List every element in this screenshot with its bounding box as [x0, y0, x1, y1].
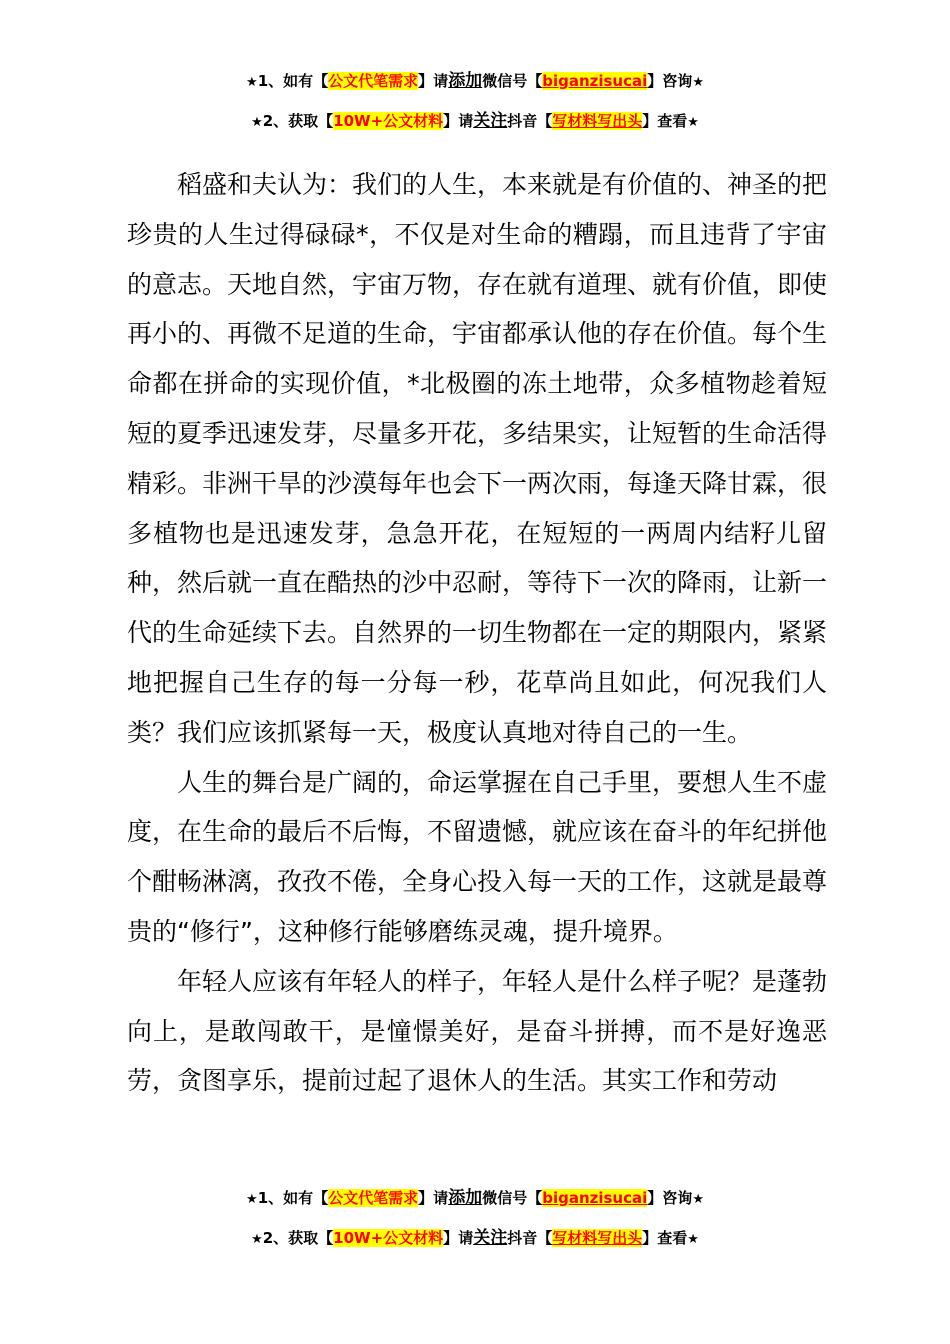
star-icon: ★	[692, 75, 704, 90]
promo-text: 微信号	[482, 1189, 528, 1207]
promo-text: 请	[433, 72, 449, 90]
bracket-open: 【	[527, 1189, 543, 1207]
promo-text: 请	[458, 1229, 474, 1247]
header-promo-line-1	[0, 71, 950, 93]
bracket-open: 【	[318, 1229, 334, 1247]
highlight-materials: 10W+公文材料	[333, 1229, 444, 1247]
promo-suffix: 咨询	[662, 1189, 693, 1207]
promo-prefix: 2、获取	[262, 1229, 319, 1247]
promo-text: 抖音	[507, 112, 538, 130]
promo-prefix: 1、如有	[257, 72, 314, 90]
underlined-add: 添加	[448, 71, 483, 91]
underlined-follow: 关注	[473, 1228, 508, 1248]
highlight-writing-service: 公文代笔需求	[328, 1189, 419, 1207]
footer-promo-line-1	[0, 1188, 950, 1210]
bracket-close: 】	[418, 1189, 434, 1207]
star-icon: ★	[246, 75, 258, 90]
document-body	[127, 160, 827, 1106]
bracket-open: 【	[313, 72, 329, 90]
underlined-add: 添加	[448, 1188, 483, 1208]
bracket-close: 】	[443, 112, 459, 130]
star-icon: ★	[251, 1232, 263, 1247]
wechat-id-link[interactable]: biganzisucai	[542, 72, 648, 90]
douyin-account-link[interactable]: 写材料写出头	[552, 1229, 643, 1247]
star-icon: ★	[692, 1192, 704, 1207]
highlight-writing-service: 公文代笔需求	[328, 72, 419, 90]
promo-prefix: 1、如有	[257, 1189, 314, 1207]
paragraph-2: 人生的舞台是广阔的，命运掌握在自己手里，要想人生不虚度，在生命的最后不后悔，不留遗憾，就应该在奋斗的年纪拼他个酣畅淋漓，孜孜不倦，全身心投入每一天的工作，这就是最尊贵的“修行”，这种修行能够磨练灵魂，提升境界。	[127, 767, 828, 946]
promo-suffix: 咨询	[662, 72, 693, 90]
promo-suffix: 查看	[657, 112, 688, 130]
star-icon: ★	[687, 1232, 699, 1247]
star-icon: ★	[251, 115, 263, 130]
bracket-open: 【	[313, 1189, 329, 1207]
bracket-close: 】	[443, 1229, 459, 1247]
header-promo-line-2	[0, 111, 950, 133]
paragraph-1: 稻盛和夫认为：我们的人生，本来就是有价值的、神圣的把珍贵的人生过得碌碌*，不仅是对生命的糟蹋，而且违背了宇宙的意志。天地自然，宇宙万物，存在就有道理、就有价值，即使再小的、再微不足道的生命，宇宙都承认他的存在价值。每个生命都在拼命的实现价值，*北极圈的冻土地带，众多植物趁着短短的夏季迅速发芽，尽量多开花，多结果实，让短暂的生命活得精彩。非洲干旱的沙漠每年也会下一两次雨，每逢天降甘霖，很多植物也是迅速发芽，急急开花，在短短的一两周内结籽儿留种，然后就一直在酷热的沙中忍耐，等待下一次的降雨，让新一代的生命延续下去。自然界的一切生物都在一定的期限内，紧紧地把握自己生存的每一分每一秒，花草尚且如此，何况我们人类？我们应该抓紧每一天，极度认真地对待自己的一生。	[127, 170, 828, 747]
footer-promo-line-2	[0, 1228, 950, 1250]
promo-text: 微信号	[482, 72, 528, 90]
bracket-close: 】	[642, 1229, 658, 1247]
promo-prefix: 2、获取	[262, 112, 319, 130]
douyin-account-link[interactable]: 写材料写出头	[552, 112, 643, 130]
bracket-close: 】	[418, 72, 434, 90]
wechat-id-link[interactable]: biganzisucai	[542, 1189, 648, 1207]
bracket-close: 】	[647, 72, 663, 90]
bracket-open: 【	[527, 72, 543, 90]
star-icon: ★	[687, 115, 699, 130]
bracket-close: 】	[647, 1189, 663, 1207]
star-icon: ★	[246, 1192, 258, 1207]
promo-text: 请	[433, 1189, 449, 1207]
promo-text: 请	[458, 112, 474, 130]
underlined-follow: 关注	[473, 111, 508, 131]
promo-suffix: 查看	[657, 1229, 688, 1247]
bracket-open: 【	[318, 112, 334, 130]
bracket-open: 【	[537, 1229, 553, 1247]
promo-text: 抖音	[507, 1229, 538, 1247]
bracket-close: 】	[642, 112, 658, 130]
bracket-open: 【	[537, 112, 553, 130]
paragraph-3: 年轻人应该有年轻人的样子，年轻人是什么样子呢？是蓬勃向上，是敢闯敢干，是憧憬美好，是奋斗拼搏，而不是好逸恶劳，贪图享乐，提前过起了退休人的生活。其实工作和劳动	[127, 966, 828, 1096]
highlight-materials: 10W+公文材料	[333, 112, 444, 130]
